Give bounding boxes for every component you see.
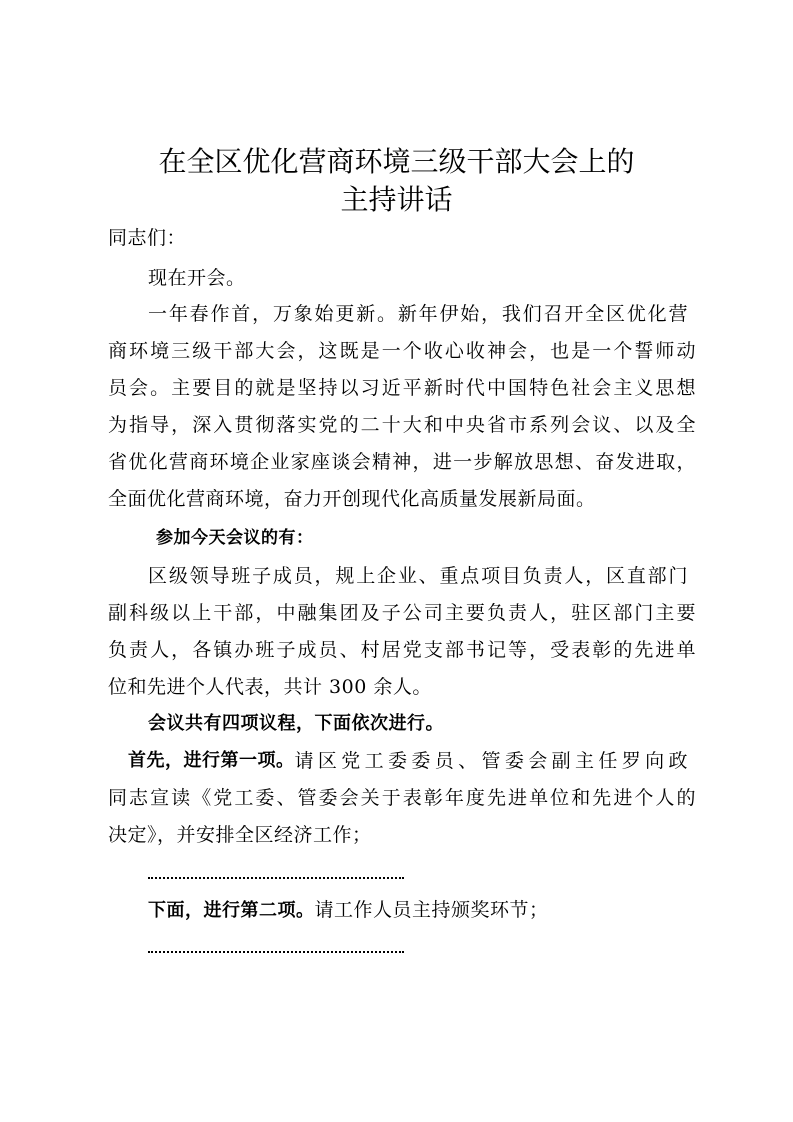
attendees-paragraph-line: 区级领导班子成员，规上企业、重点项目负责人，区直部门: [148, 565, 688, 587]
agenda-item-2-lead: 下面，进行第二项。: [148, 900, 315, 921]
intro-paragraph-line: 为指导，深入贯彻落实党的二十大和中央省市系列会议、以及全: [108, 414, 696, 436]
agenda-item-2: [148, 898, 549, 923]
agenda-item-1-text: 请区党工委委员、管委会副主任罗向政: [294, 750, 688, 772]
agenda-item-1-first-line: [128, 749, 688, 773]
agenda-item-1-line: 同志宣读《党工委、管委会关于表彰年度先进单位和先进个人的: [108, 787, 696, 809]
attendees-paragraph-line: 副科级以上干部，中融集团及子公司主要负责人，驻区部门主要: [108, 602, 696, 624]
attendees-paragraph-line: 位和先进个人代表，共计 300 余人。: [108, 676, 432, 698]
document-title-line-2: 主持讲话: [340, 183, 453, 216]
opening-line: 现在开会。: [148, 267, 246, 289]
attendees-heading: 参加今天会议的有：: [156, 528, 314, 548]
intro-paragraph-line: 省优化营商环境企业家座谈会精神，进一步解放思想、奋发进取，: [108, 451, 696, 473]
intro-paragraph-line: 一年春作首，万象始更新。新年伊始，我们召开全区优化营: [148, 303, 688, 325]
agenda-item-1-lead: 首先，进行第一项。: [128, 750, 295, 771]
dotted-separator: [148, 877, 404, 879]
agenda-item-1-line: 决定》，并安排全区经济工作；: [108, 824, 372, 846]
intro-paragraph-line: 商环境三级干部大会，这既是一个收心收神会，也是一个誓师动: [108, 340, 696, 362]
agenda-intro: 会议共有四项议程，下面依次进行。: [148, 713, 444, 734]
salutation: 同志们：: [108, 227, 187, 249]
document-title-line-1: 在全区优化营商环境三级干部大会上的: [158, 145, 635, 178]
intro-paragraph-line: 员会。主要目的就是坚持以习近平新时代中国特色社会主义思想: [108, 377, 696, 399]
dotted-separator: [148, 951, 404, 953]
agenda-item-2-text: 请工作人员主持颁奖环节；: [314, 899, 549, 921]
intro-paragraph-line: 全面优化营商环境，奋力开创现代化高质量发展新局面。: [108, 488, 596, 510]
attendees-paragraph-line: 负责人，各镇办班子成员、村居党支部书记等，受表彰的先进单: [108, 639, 696, 661]
